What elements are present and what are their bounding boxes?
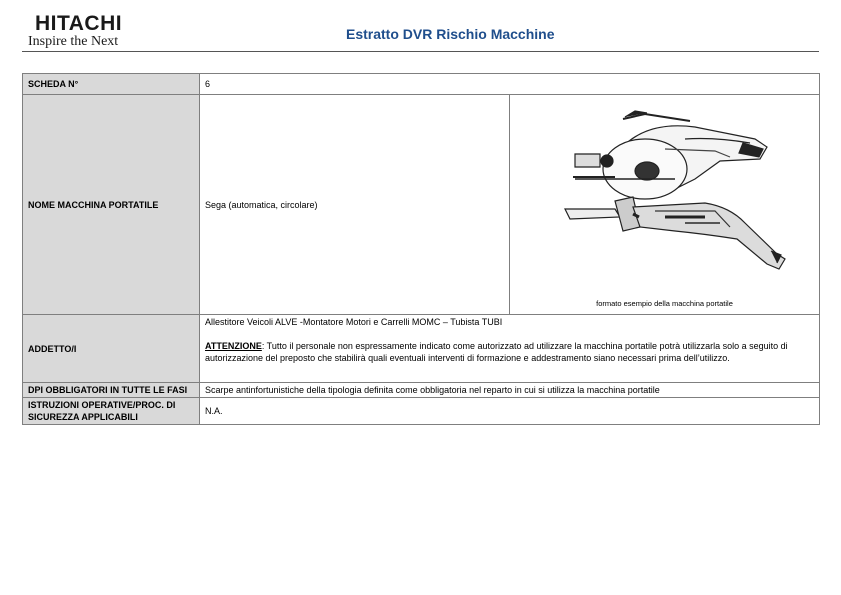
scheda-label: SCHEDA N° (23, 74, 200, 95)
row-istruzioni (23, 398, 820, 425)
attention-text: : Tutto il personale non espressamente indicato come autorizzato ad utilizzare la macchina portatile potrà utilizzarla solo a seguito di autorizzazione del preposto che stabilirà quali eventuali interventi di formazione e addestramento siano necessari prima dell’utilizzo. (205, 341, 788, 363)
addetto-roles: Allestitore Veicoli ALVE -Montatore Motori e Carrelli MOMC – Tubista TUBI (205, 317, 503, 327)
document-title: Estratto DVR Rischio Macchine (346, 26, 555, 42)
addetto-value (200, 315, 820, 383)
machine-illustration (515, 99, 814, 299)
machine-image-cell (510, 95, 820, 315)
header-divider (22, 51, 819, 52)
circular-saw-illustration (515, 99, 825, 299)
machine-sheet-table (22, 73, 820, 425)
attention-note (205, 340, 814, 364)
row-nome-macchina (23, 95, 820, 315)
scheda-value: 6 (200, 74, 820, 95)
nome-macchina-label: NOME MACCHINA PORTATILE (23, 95, 200, 315)
brand-name: HITACHI (35, 12, 123, 35)
addetto-label: ADDETTO/I (23, 315, 200, 383)
row-addetto (23, 315, 820, 383)
row-dpi (23, 383, 820, 398)
dpi-label: DPI OBBLIGATORI IN TUTTE LE FASI (23, 383, 200, 398)
dpi-value: Scarpe antinfortunistiche della tipologia definita come obbligatoria nel reparto in cui si utilizza la macchina portatile (200, 383, 820, 398)
row-scheda (23, 74, 820, 95)
istruzioni-value: N.A. (200, 398, 820, 425)
nome-macchina-value: Sega (automatica, circolare) (200, 95, 510, 315)
image-caption: formato esempio della macchina portatile (596, 299, 733, 308)
attention-label: ATTENZIONE (205, 341, 262, 351)
hitachi-logo (28, 14, 122, 50)
istruzioni-label: ISTRUZIONI OPERATIVE/PROC. DI SICUREZZA APPLICABILI (23, 398, 200, 425)
brand-tagline: Inspire the Next (28, 34, 119, 49)
